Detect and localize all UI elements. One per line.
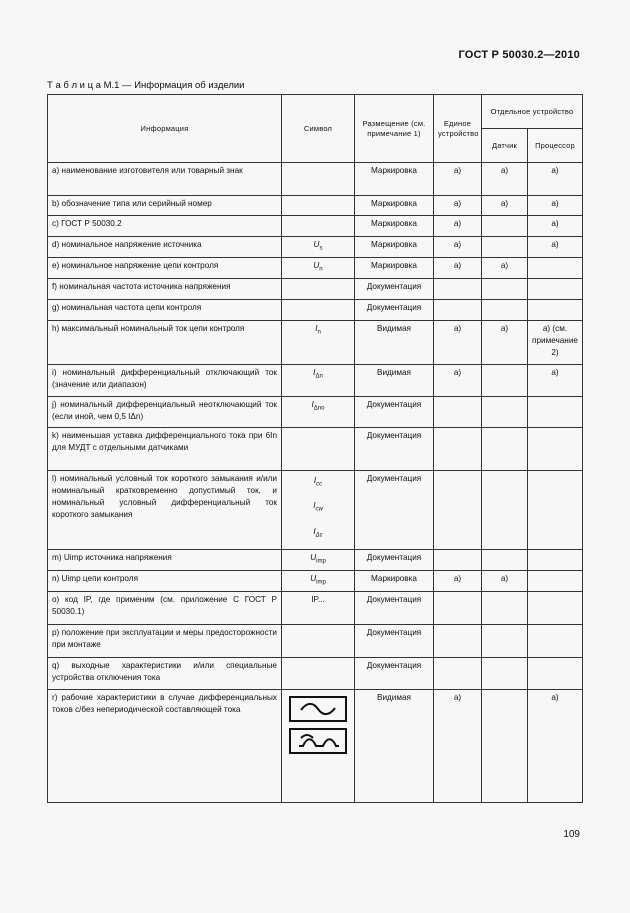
info-cell: c) ГОСТ Р 50030.2	[48, 216, 282, 237]
sensor-mark-cell	[482, 427, 528, 470]
sensor-mark-cell	[482, 299, 528, 320]
symbol-cell	[282, 320, 355, 364]
sensor-mark-cell	[482, 237, 528, 258]
sensor-mark-cell: а)	[482, 257, 528, 278]
info-cell: m) Uimp источника напряжения	[48, 549, 282, 570]
symbol-cell	[282, 237, 355, 258]
placement-cell: Маркировка	[355, 163, 434, 196]
processor-mark-cell: а)	[528, 364, 583, 396]
ac-sine-icon	[289, 696, 347, 722]
symbol-text: $I_{cw}$	[313, 501, 323, 513]
symbol-cell	[282, 163, 355, 196]
header-separate-device: Отдельное устройство	[482, 95, 583, 129]
info-cell: e) номинальное напряжение цепи контроля	[48, 257, 282, 278]
placement-cell: Видимая	[355, 364, 434, 396]
processor-mark-cell: а)	[528, 196, 583, 216]
info-cell: q) выходные характеристики и/или специальные устройства отключения тока	[48, 657, 282, 689]
symbol-cell	[282, 278, 355, 299]
header-placement: Размещение (см. примечание 1)	[355, 95, 434, 163]
placement-cell: Маркировка	[355, 216, 434, 237]
sensor-mark-cell	[482, 624, 528, 657]
placement-cell: Документация	[355, 549, 434, 570]
placement-cell: Документация	[355, 591, 434, 624]
processor-mark-cell	[528, 299, 583, 320]
sensor-mark-cell	[482, 549, 528, 570]
info-cell: j) номинальный дифференциальный неотключающий ток (если иной, чем 0,5 IΔn)	[48, 396, 282, 427]
symbol-text: $I_{\Delta no}$	[311, 399, 325, 412]
info-cell: f) номинальная частота источника напряжения	[48, 278, 282, 299]
placement-cell: Маркировка	[355, 237, 434, 258]
table-row	[48, 196, 583, 216]
table-row	[48, 591, 583, 624]
processor-mark-cell: а)	[528, 163, 583, 196]
sensor-mark-cell	[482, 470, 528, 549]
placement-cell: Документация	[355, 470, 434, 549]
header-sensor: Датчик	[482, 129, 528, 163]
symbol-text: $U_s$	[313, 240, 323, 252]
info-cell: d) номинальное напряжение источника	[48, 237, 282, 258]
placement-cell: Документация	[355, 657, 434, 689]
processor-mark-cell: а) (см. примечание 2)	[528, 320, 583, 364]
single-mark-cell: а)	[434, 257, 482, 278]
info-cell: o) код IP, где применим (см. приложение С ГОСТ Р 50030.1)	[48, 591, 282, 624]
single-mark-cell: а)	[434, 196, 482, 216]
product-info-table	[47, 94, 583, 803]
info-cell: l) номинальный условный ток короткого замыкания и/или номинальный кратковременно допустимый ток, и номинальный условный дифференциальный ток короткого замыкания	[48, 470, 282, 549]
placement-cell: Документация	[355, 396, 434, 427]
symbol-cell	[282, 624, 355, 657]
symbol-text: IP...	[311, 594, 325, 604]
sensor-mark-cell	[482, 591, 528, 624]
header-single-device: Единое устройство	[434, 95, 482, 163]
single-mark-cell	[434, 624, 482, 657]
processor-mark-cell	[528, 549, 583, 570]
info-cell: p) положение при эксплуатации и меры предосторожности при монтаже	[48, 624, 282, 657]
table-row	[48, 257, 583, 278]
processor-mark-cell	[528, 278, 583, 299]
info-cell: b) обозначение типа или серийный номер	[48, 196, 282, 216]
table-row	[48, 689, 583, 802]
single-mark-cell	[434, 299, 482, 320]
symbol-cell	[282, 216, 355, 237]
single-mark-cell	[434, 657, 482, 689]
placement-cell: Документация	[355, 278, 434, 299]
symbol-text: $I_n$	[315, 323, 321, 336]
info-cell: r) рабочие характеристики в случае дифференциальных токов с/без непериодической составляющей тока	[48, 689, 282, 802]
sensor-mark-cell: а)	[482, 163, 528, 196]
processor-mark-cell	[528, 570, 583, 591]
symbol-text: $I_{cc}$	[313, 475, 323, 488]
header-processor: Процессор	[528, 129, 583, 163]
header-info: Информация	[48, 95, 282, 163]
symbol-text: $U_{imp}$	[310, 552, 326, 565]
table-row	[48, 364, 583, 396]
processor-mark-cell: а)	[528, 689, 583, 802]
single-mark-cell	[434, 396, 482, 427]
header-symbol: Символ	[282, 95, 355, 163]
table-row	[48, 570, 583, 591]
single-mark-cell: а)	[434, 237, 482, 258]
placement-cell: Маркировка	[355, 570, 434, 591]
table-row	[48, 470, 583, 549]
symbol-cell	[282, 396, 355, 427]
table-row	[48, 624, 583, 657]
symbol-cell	[282, 427, 355, 470]
info-cell: a) наименование изготовителя или товарный знак	[48, 163, 282, 196]
single-mark-cell	[434, 549, 482, 570]
sensor-mark-cell	[482, 278, 528, 299]
table-row	[48, 216, 583, 237]
symbol-cell	[282, 591, 355, 624]
symbol-cell	[282, 196, 355, 216]
table-row	[48, 549, 583, 570]
placement-cell: Документация	[355, 299, 434, 320]
table-row	[48, 396, 583, 427]
symbol-cell	[282, 470, 355, 549]
single-mark-cell	[434, 278, 482, 299]
processor-mark-cell	[528, 657, 583, 689]
table-row	[48, 278, 583, 299]
single-mark-cell: а)	[434, 570, 482, 591]
table-row	[48, 427, 583, 470]
symbol-cell	[282, 689, 355, 802]
symbol-cell	[282, 364, 355, 396]
placement-cell: Видимая	[355, 320, 434, 364]
symbol-cell	[282, 549, 355, 570]
single-mark-cell	[434, 591, 482, 624]
sensor-mark-cell	[482, 689, 528, 802]
processor-mark-cell	[528, 470, 583, 549]
placement-cell: Маркировка	[355, 196, 434, 216]
symbol-text: $U_n$	[313, 260, 323, 273]
info-cell: k) наименьшая уставка дифференциального тока при 6In для МУДТ с отдельными датчиками	[48, 427, 282, 470]
single-mark-cell: а)	[434, 216, 482, 237]
symbol-text: $U_{imp}$	[310, 573, 326, 586]
sensor-mark-cell	[482, 216, 528, 237]
processor-mark-cell	[528, 624, 583, 657]
single-mark-cell: а)	[434, 163, 482, 196]
single-mark-cell: а)	[434, 364, 482, 396]
symbol-cell	[282, 657, 355, 689]
processor-mark-cell: а)	[528, 216, 583, 237]
placement-cell: Маркировка	[355, 257, 434, 278]
info-cell: h) максимальный номинальный ток цепи контроля	[48, 320, 282, 364]
processor-mark-cell	[528, 257, 583, 278]
table-row	[48, 163, 583, 196]
table-caption: Т а б л и ц а М.1 — Информация об изделии	[47, 80, 245, 91]
symbol-cell	[282, 570, 355, 591]
processor-mark-cell	[528, 396, 583, 427]
symbol-cell	[282, 299, 355, 320]
symbol-text: $I_{\Delta n}$	[313, 367, 323, 380]
table-row	[48, 657, 583, 689]
placement-cell: Видимая	[355, 689, 434, 802]
single-mark-cell: а)	[434, 320, 482, 364]
symbol-cell	[282, 257, 355, 278]
page-number: 109	[563, 829, 580, 840]
sensor-mark-cell: а)	[482, 570, 528, 591]
table-row	[48, 299, 583, 320]
info-cell: g) номинальная частота цепи контроля	[48, 299, 282, 320]
table-row	[48, 320, 583, 364]
pulsating-dc-icon	[289, 728, 347, 754]
standard-number: ГОСТ Р 50030.2—2010	[458, 49, 580, 61]
sensor-mark-cell	[482, 396, 528, 427]
sensor-mark-cell: а)	[482, 196, 528, 216]
processor-mark-cell	[528, 591, 583, 624]
single-mark-cell: а)	[434, 689, 482, 802]
info-cell: n) Uimp цепи контроля	[48, 570, 282, 591]
single-mark-cell	[434, 427, 482, 470]
sensor-mark-cell: а)	[482, 320, 528, 364]
processor-mark-cell: а)	[528, 237, 583, 258]
placement-cell: Документация	[355, 624, 434, 657]
sensor-mark-cell	[482, 364, 528, 396]
sensor-mark-cell	[482, 657, 528, 689]
table-row	[48, 237, 583, 258]
placement-cell: Документация	[355, 427, 434, 470]
symbol-text: $I_{\Delta c}$	[313, 526, 323, 539]
single-mark-cell	[434, 470, 482, 549]
processor-mark-cell	[528, 427, 583, 470]
info-cell: i) номинальный дифференциальный отключающий ток (значение или диапазон)	[48, 364, 282, 396]
